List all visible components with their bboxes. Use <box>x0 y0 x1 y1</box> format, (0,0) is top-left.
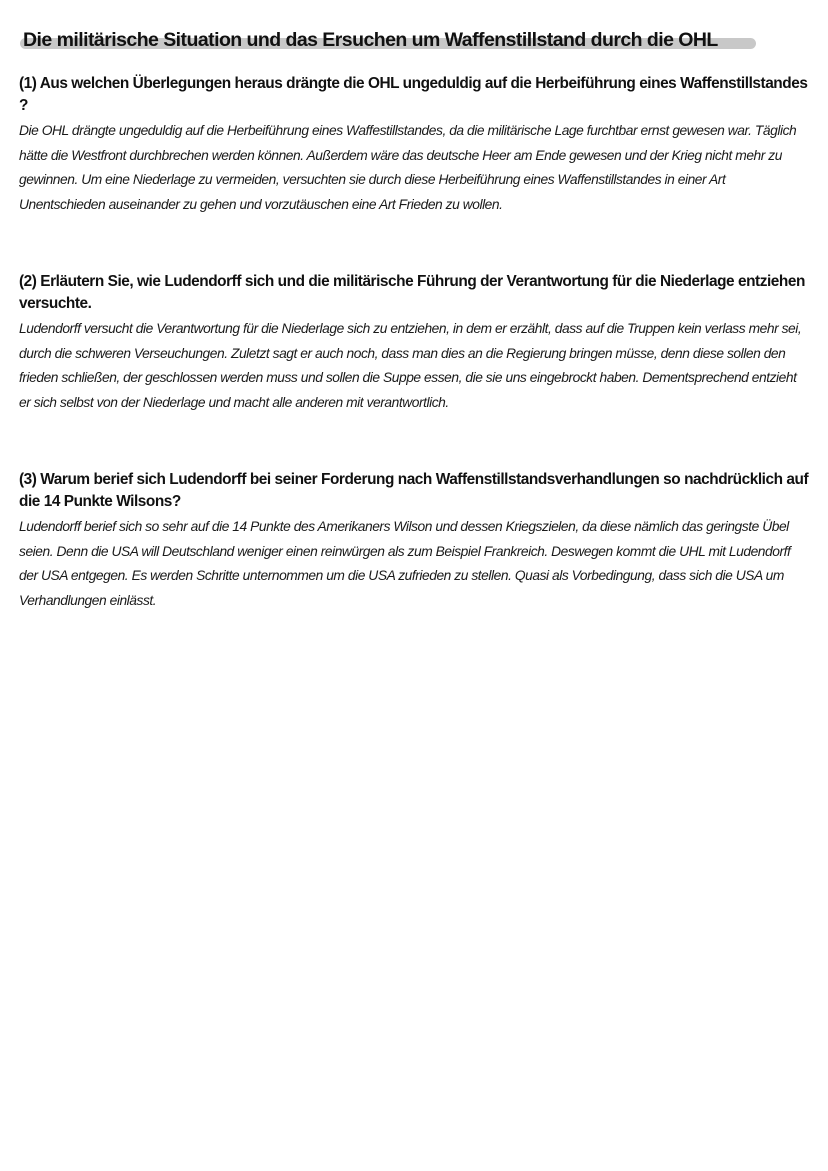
page-title: Die militärische Situation und das Ersuchen um Waffenstillstand durch die OHL <box>23 29 718 51</box>
question-heading: (3) Warum berief sich Ludendorff bei seiner Forderung nach Waffenstillstandsverhandlungen so nachdrücklich auf die 14 Punkte Wilsons? <box>19 471 809 510</box>
question-heading: (1) Aus welchen Überlegungen heraus drängte die OHL ungeduldig auf die Herbeiführung eines Waffenstillstandes ? <box>19 75 808 114</box>
question-section-1 <box>19 73 809 217</box>
question-section-3 <box>19 469 809 613</box>
answer-text: Die OHL drängte ungeduldig auf die Herbeiführung eines Waffestillstandes, da die militärische Lage furchtbar ernst gewesen war. Täglich hätte die Westfront durchbrechen werden können. Außerdem wäre das deutsche Heer am Ende gewesen und der Krieg nicht mehr zu gewinnen. Um eine Niederlage zu vermeiden, versuchten sie durch diese Herbeiführung eines Waffenstillstandes in einer Art Unentschieden auseinander zu gehen und vorzutäuschen eine Art Frieden zu wollen. <box>19 123 797 212</box>
answer-text: Ludendorff versucht die Verantwortung für die Niederlage sich zu entziehen, in dem er erzählt, dass auf die Truppen kein verlass mehr sei, durch die schweren Verseuchungen. Zuletzt sagt er auch noch, dass man dies an die Regierung bringen müsse, denn diese sollen den frieden schließen, der geschlossen werden muss und sollen die Suppe essen, die sie uns eingebrockt haben. Dementsprechend entzieht er sich selbst von der Niederlage und macht alle anderen mit verantwortlich. <box>19 321 802 410</box>
question-section-2 <box>19 271 809 415</box>
question-heading: (2) Erläutern Sie, wie Ludendorff sich und die militärische Führung der Verantwortung für die Niederlage entziehen versuchte. <box>19 273 805 312</box>
answer-text: Ludendorff berief sich so sehr auf die 14 Punkte des Amerikaners Wilson und dessen Kriegszielen, da diese nämlich das geringste Übel seien. Denn die USA will Deutschland weniger einen reinwürgen als zum Beispiel Frankreich. Deswegen kommt die UHL mit Ludendorff der USA entgegen. Es werden Schritte unternommen um die USA zufrieden zu stellen. Quasi als Vorbedingung, dass sich die USA um Verhandlungen einlässt. <box>19 519 791 608</box>
title-block <box>16 27 756 53</box>
